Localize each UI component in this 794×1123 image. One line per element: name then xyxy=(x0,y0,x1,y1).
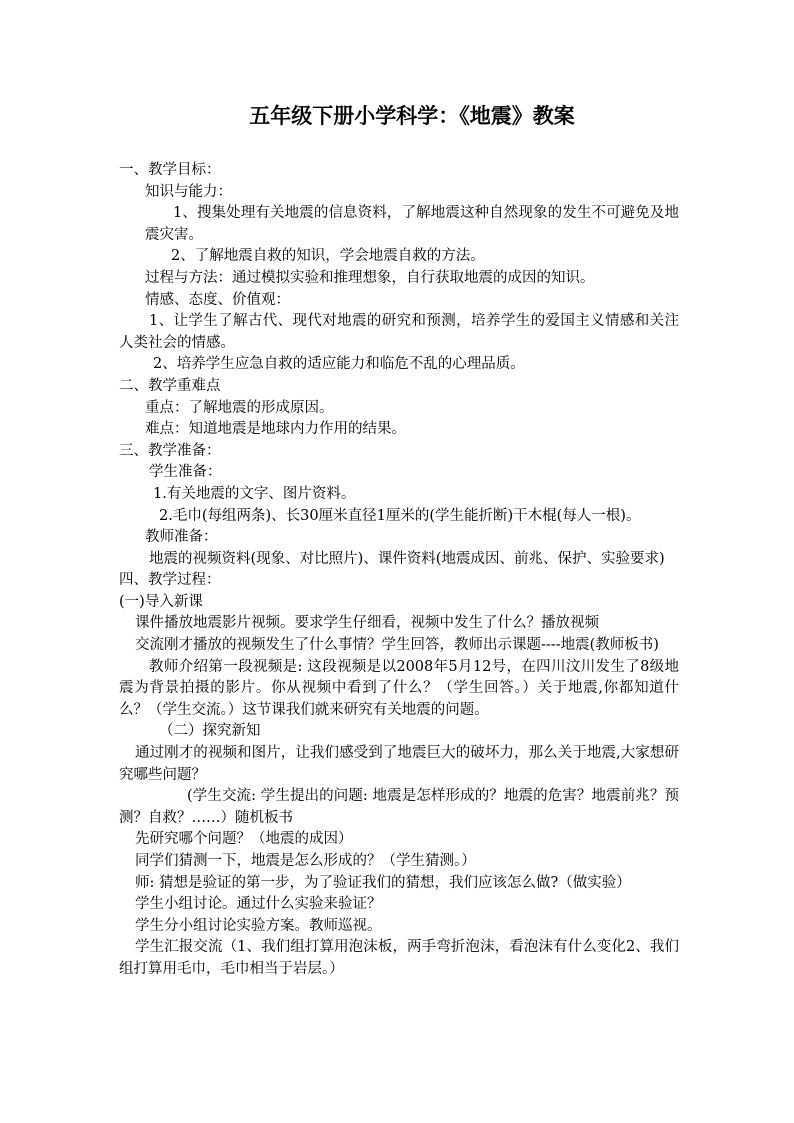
section-heading: 二、教学重难点 xyxy=(119,377,221,394)
paragraph: 先研究哪个问题？（地震的成因） xyxy=(135,831,353,848)
paragraph: 师: 猜想是验证的第一步，为了验证我们的猜想，我们应该怎么做?（做实验） xyxy=(135,874,631,891)
section-heading: 一、教学目标： xyxy=(119,162,221,178)
paragraph: 1.有关地震的文字、图片资料。 xyxy=(153,485,356,502)
paragraph: (学生交流: 学生提出的问题: 地震是怎样形成的？地震的危害？地震前兆？预测？自救？……）随机板书 xyxy=(119,788,679,826)
paragraph: 2.毛巾(每组两条)、长30厘米直径1厘米的(学生能折断)干木棍(每人一根)。 xyxy=(159,507,641,524)
paragraph: 难点：知道地震是地球内力作用的结果。 xyxy=(145,421,406,438)
subheading: 学生准备： xyxy=(149,464,222,481)
paragraph: 学生小组讨论。通过什么实验来验证？ xyxy=(135,896,382,913)
document-body xyxy=(119,160,679,981)
paragraph: 地震的视频资料(现象、对比照片)、课件资料(地震成因、前兆、保护、实验要求) xyxy=(149,550,665,567)
paragraph: 通过刚才的视频和图片，让我们感受到了地震巨大的破坏力，那么关于地震,大家想研究哪些问题？ xyxy=(119,745,679,783)
paragraph: 同学们猜测一下，地震是怎么形成的？（学生猜测。） xyxy=(135,853,476,869)
paragraph: 教师介绍第一段视频是: 这段视频是以2008年5月12号，在四川汶川发生了8级地震为背景拍摄的影片。你从视频中看到了什么？（学生回答。）关于地震,你都知道什么？（学生交流。）这节课我们就来研究有关地震的问题。 xyxy=(119,658,679,718)
subheading: (一)导入新课 xyxy=(119,593,203,610)
subheading: （二）探究新知 xyxy=(159,723,261,740)
paragraph: 学生汇报交流（1、我们组打算用泡沫板，两手弯折泡沫，看泡沫有什么变化2、我们组打算用毛巾，毛巾相当于岩层。） xyxy=(119,939,679,977)
paragraph: 2、培养学生应急自救的适应能力和临危不乱的心理品质。 xyxy=(153,356,525,373)
subheading: 知识与能力： xyxy=(145,183,232,200)
section-heading: 四、教学过程： xyxy=(119,572,221,589)
subheading: 教师准备： xyxy=(145,529,218,546)
paragraph: 2、了解地震自救的知识，学会地震自救的方法。 xyxy=(171,248,485,265)
paragraph: 重点：了解地震的形成原因。 xyxy=(145,399,334,416)
paragraph: 学生分小组讨论实验方案。教师巡视。 xyxy=(135,917,382,934)
paragraph: 1、搜集处理有关地震的信息资料，了解地震这种自然现象的发生不可避免及地震灾害。 xyxy=(145,205,679,243)
paragraph: 过程与方法：通过模拟实验和推理想象，自行获取地震的成因的知识。 xyxy=(145,269,595,286)
document-title: 五年级下册小学科学：《地震》教案 xyxy=(249,103,575,128)
subheading: 情感、态度、价值观： xyxy=(145,291,290,308)
section-heading: 三、教学准备： xyxy=(119,442,221,459)
paragraph: 交流刚才播放的视频发生了什么事情？学生回答，教师出示课题----地震(教师板书) xyxy=(135,637,659,654)
paragraph: 1、让学生了解古代、现代对地震的研究和预测，培养学生的爱国主义情感和关注人类社会的情感。 xyxy=(119,313,679,351)
paragraph: 课件播放地震影片视频。要求学生仔细看，视频中发生了什么？播放视频 xyxy=(135,615,599,632)
